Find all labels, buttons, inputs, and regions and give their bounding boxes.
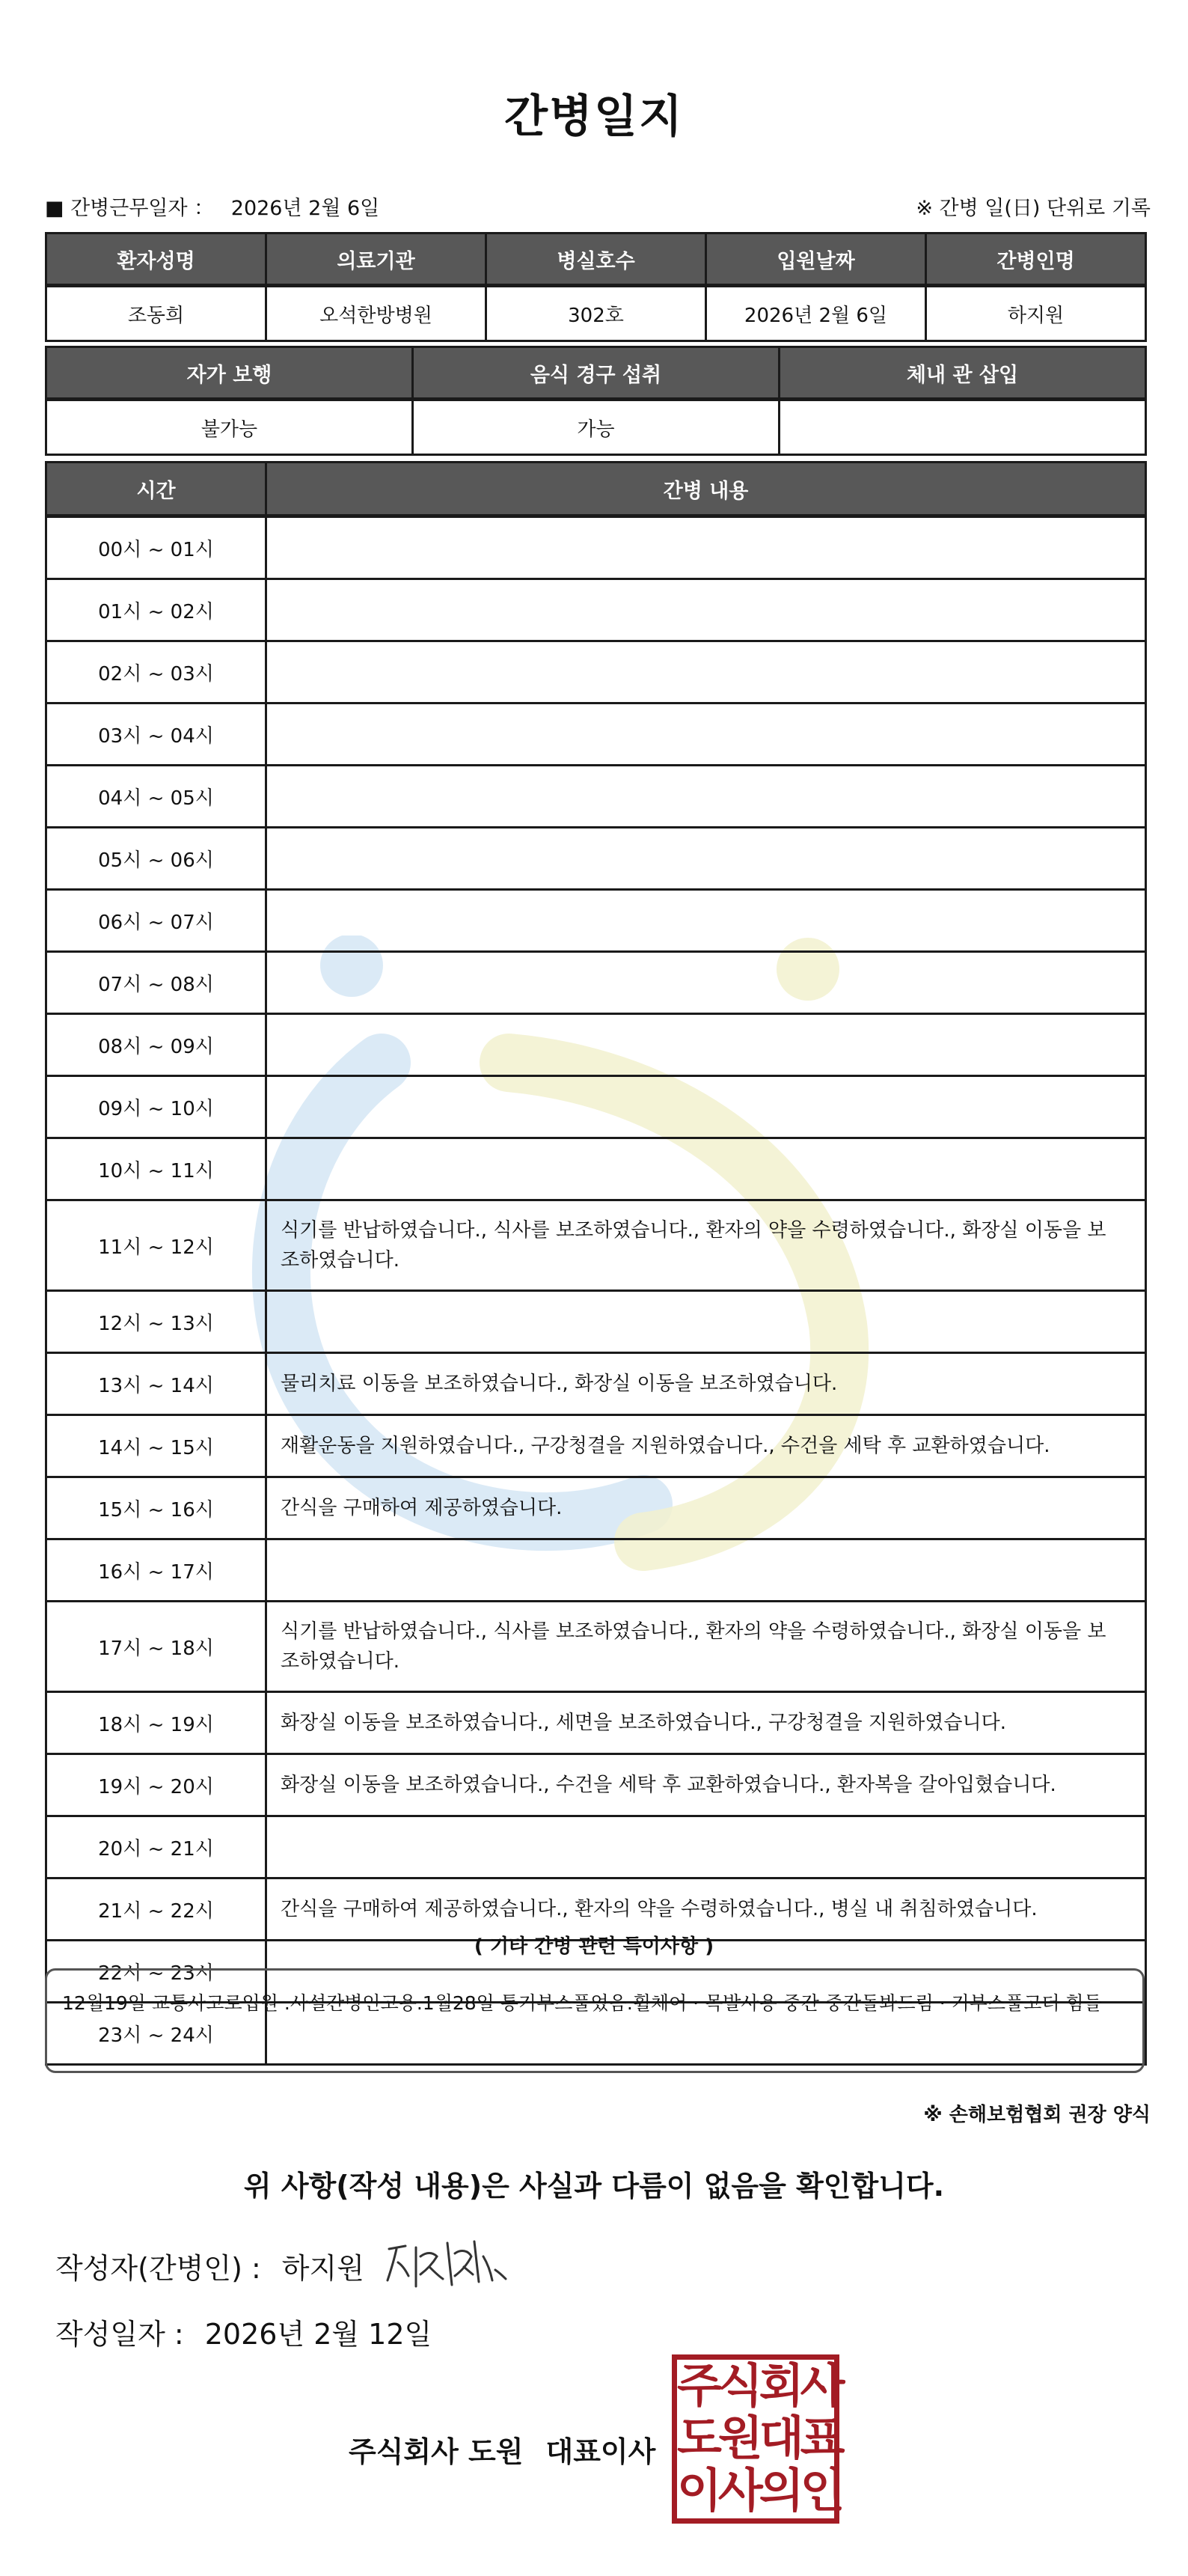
oral-intake-value: 가능: [413, 400, 780, 455]
seal-line: 이사의인: [677, 2463, 842, 2518]
care-content-cell: [266, 1816, 1146, 1878]
care-content-cell: 식기를 반납하였습니다., 식사를 보조하였습니다., 환자의 약을 수령하였습니다., 화장실 이동을 보조하였습니다.: [266, 1602, 1146, 1692]
time-cell: 06시 ~ 07시: [46, 890, 266, 952]
header-admission-date: 입원날짜: [706, 234, 926, 286]
patient-name: 조동희: [46, 286, 266, 341]
table-row: [46, 1076, 1146, 1138]
table-row: [46, 1415, 1146, 1477]
room-number: 302호: [486, 286, 706, 341]
table-row: [46, 1692, 1146, 1754]
time-cell: 19시 ~ 20시: [46, 1754, 266, 1816]
header-hospital: 의료기관: [266, 234, 486, 286]
written-date-value: 2026년 2월 12일: [204, 2318, 432, 2351]
unit-note: ※ 간병 일(日) 단위로 기록: [916, 197, 1151, 220]
table-row: [46, 766, 1146, 828]
time-cell: 22시 ~ 23시: [46, 1941, 266, 2003]
tube-insertion-value: [780, 400, 1146, 455]
care-content-cell: [266, 1014, 1146, 1076]
page-title: 간병일지: [504, 91, 684, 143]
header-self-walking: 자가 보행: [46, 347, 413, 400]
representative-title: 대표이사: [545, 2435, 656, 2468]
time-cell: 20시 ~ 21시: [46, 1816, 266, 1878]
header-room: 병실호수: [486, 234, 706, 286]
time-cell: 18시 ~ 19시: [46, 1692, 266, 1754]
caregiver-name: 하지원: [926, 286, 1146, 341]
time-cell: 01시 ~ 02시: [46, 579, 266, 641]
table-row: [46, 1138, 1146, 1200]
time-cell: 08시 ~ 09시: [46, 1014, 266, 1076]
time-cell: 10시 ~ 11시: [46, 1138, 266, 1200]
time-cell: 12시 ~ 13시: [46, 1291, 266, 1353]
table-row: [46, 1539, 1146, 1602]
care-content-cell: [266, 890, 1146, 952]
table-row: [46, 1014, 1146, 1076]
work-date-label: ■ 간병근무일자 ：: [45, 197, 215, 220]
company-seal-stamp: [672, 2354, 842, 2524]
time-cell: 21시 ~ 22시: [46, 1878, 266, 1941]
written-date-line: [55, 2311, 432, 2352]
care-content-cell: [266, 579, 1146, 641]
time-cell: 13시 ~ 14시: [46, 1353, 266, 1415]
table-row: [46, 952, 1146, 1014]
confirmation-statement: 위 사항(작성 내용)은 사실과 다름이 없음을 확인합니다.: [243, 2170, 945, 2203]
self-walking-value: 불가능: [46, 400, 413, 455]
work-date: [45, 192, 379, 221]
admission-date: 2026년 2월 6일: [706, 286, 926, 341]
time-cell: 09시 ~ 10시: [46, 1076, 266, 1138]
notes-title: ( 기타 간병 관련 특이사항 ): [474, 1935, 714, 1958]
time-cell: 23시 ~ 24시: [46, 2003, 266, 2065]
care-content-cell: 물리치료 이동을 보조하였습니다., 화장실 이동을 보조하였습니다.: [266, 1353, 1146, 1415]
time-cell: 14시 ~ 15시: [46, 1415, 266, 1477]
time-cell: 16시 ~ 17시: [46, 1539, 266, 1602]
care-content-cell: [266, 641, 1146, 703]
notes-box: 12월19일 교통사고로입원 .사설간병인고용.1월28일 통기부스풀었음.휠체어 · 목발사용 중간 중간돌봐드림 · 기부스풀고더 힘들: [45, 1968, 1145, 2073]
writer-line: [55, 2245, 364, 2286]
header-patient-name: 환자성명: [46, 234, 266, 286]
table-row: [46, 1602, 1146, 1692]
table-row: [46, 703, 1146, 766]
care-content-cell: [266, 1076, 1146, 1138]
time-cell: 00시 ~ 01시: [46, 516, 266, 579]
care-content-cell: 간식을 구매하여 제공하였습니다., 환자의 약을 수령하였습니다., 병실 내 취침하였습니다.: [266, 1878, 1146, 1941]
care-content-cell: [266, 766, 1146, 828]
time-cell: 02시 ~ 03시: [46, 641, 266, 703]
writer-name: 하지원: [281, 2252, 364, 2285]
care-content-cell: [266, 828, 1146, 890]
care-content-cell: [266, 1539, 1146, 1602]
care-content-cell: [266, 516, 1146, 579]
care-content-cell: [266, 1291, 1146, 1353]
writer-label: 작성자(간병인) :: [55, 2252, 261, 2285]
header-tube-insertion: 체내 관 삽입: [780, 347, 1146, 400]
written-date-label: 작성일자 :: [55, 2318, 184, 2351]
table-row: [46, 516, 1146, 579]
work-date-value: 2026년 2월 6일: [230, 197, 380, 220]
header-time: 시간: [46, 463, 266, 516]
care-content-cell: [266, 952, 1146, 1014]
handwritten-signature: [383, 2226, 510, 2294]
care-content-cell: [266, 1138, 1146, 1200]
time-cell: 03시 ~ 04시: [46, 703, 266, 766]
table-row: [46, 641, 1146, 703]
patient-status-table: [45, 346, 1147, 456]
time-cell: 04시 ~ 05시: [46, 766, 266, 828]
care-content-cell: 재활운동을 지원하였습니다., 구강청결을 지원하였습니다., 수건을 세탁 후 교환하였습니다.: [266, 1415, 1146, 1477]
table-row: [46, 828, 1146, 890]
time-cell: 11시 ~ 12시: [46, 1200, 266, 1291]
care-log-table: [45, 461, 1147, 2066]
table-row: [46, 1477, 1146, 1539]
table-row: [46, 1200, 1146, 1291]
care-content-cell: 화장실 이동을 보조하였습니다., 세면을 보조하였습니다., 구강청결을 지원하였습니다.: [266, 1692, 1146, 1754]
company-name: 주식회사 도원: [349, 2435, 524, 2468]
table-row: [46, 579, 1146, 641]
time-cell: 15시 ~ 16시: [46, 1477, 266, 1539]
care-content-cell: 화장실 이동을 보조하였습니다., 수건을 세탁 후 교환하였습니다., 환자복을 갈아입혔습니다.: [266, 1754, 1146, 1816]
time-cell: 07시 ~ 08시: [46, 952, 266, 1014]
care-content-cell: [266, 703, 1146, 766]
time-cell: 05시 ~ 06시: [46, 828, 266, 890]
care-content-cell: 식기를 반납하였습니다., 식사를 보조하였습니다., 환자의 약을 수령하였습니다., 화장실 이동을 보조하였습니다.: [266, 1200, 1146, 1291]
table-row: [46, 890, 1146, 952]
header-care-content: 간병 내용: [266, 463, 1146, 516]
header-caregiver: 간병인명: [926, 234, 1146, 286]
hospital-name: 오석한방병원: [266, 286, 486, 341]
recommendation-note: ※ 손해보험협회 권장 양식: [923, 2104, 1151, 2126]
header-oral-intake: 음식 경구 섭취: [413, 347, 780, 400]
table-row: [46, 1291, 1146, 1353]
care-content-cell: 간식을 구매하여 제공하였습니다.: [266, 1477, 1146, 1539]
time-cell: 17시 ~ 18시: [46, 1602, 266, 1692]
table-row: [46, 1816, 1146, 1878]
company-line: [349, 2429, 655, 2470]
table-row: [46, 1353, 1146, 1415]
seal-line: 주식회사: [677, 2358, 842, 2413]
patient-info-table: [45, 232, 1147, 342]
seal-line: 도원대표: [677, 2411, 842, 2465]
table-row: [46, 1754, 1146, 1816]
